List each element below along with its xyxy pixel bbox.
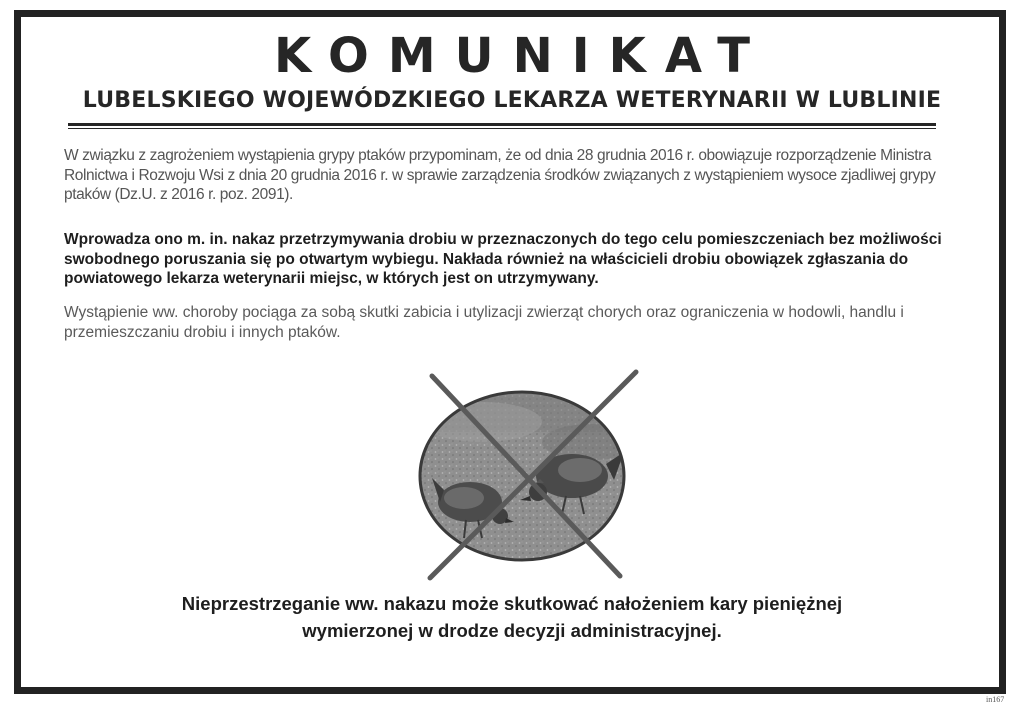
penalty-notice-line-1: Nieprzestrzeganie ww. nakazu może skutkować nałożeniem kary pieniężnej [181, 593, 843, 614]
penalty-notice-line-2: wymierzonej w drodze decyzji administracyjnej. [302, 620, 722, 641]
paragraph-consequences: Wystąpienie ww. choroby pociąga za sobą skutki zabicia i utylizacji zwierząt chorych oraz ograniczenia w hodowli, handlu i przemieszczaniu drobiu i innych ptaków. [64, 304, 904, 341]
title-divider-thin [68, 128, 936, 129]
crossed-out-chickens-icon [392, 352, 652, 592]
page-title: KOMUNIKAT [274, 28, 769, 84]
document-code: in167 [986, 695, 1005, 704]
paragraph-regulation: W związku z zagrożeniem wystąpienia grypy ptaków przypominam, że od dnia 28 grudnia 2016 r. obowiązuje rozporządzenie Ministra Rolnictwa i Rozwoju Wsi z dnia 20 grudnia 2016 r. w sprawie zarządzenia środków związanych z wystąpieniem wysoce zjadliwej grypy ptaków (Dz.U. z 2016 r. poz. 2091). [64, 147, 936, 203]
paragraph-requirements: Wprowadza ono m. in. nakaz przetrzymywania drobiu w przeznaczonych do tego celu pomieszczeniach bez możliwości swobodnego poruszania się po otwartym wybiegu. Nakłada również na właścicieli drobiu obowiązek zgłaszania do powiatowego lekarza weterynarii miejsc, w których jest on utrzymywany. [64, 231, 942, 287]
penalty-notice [0, 590, 1024, 644]
page-subtitle: LUBELSKIEGO WOJEWÓDZKIEGO LEKARZA WETERYNARII W LUBLINIE [82, 88, 942, 113]
title-divider-thick [68, 123, 936, 126]
